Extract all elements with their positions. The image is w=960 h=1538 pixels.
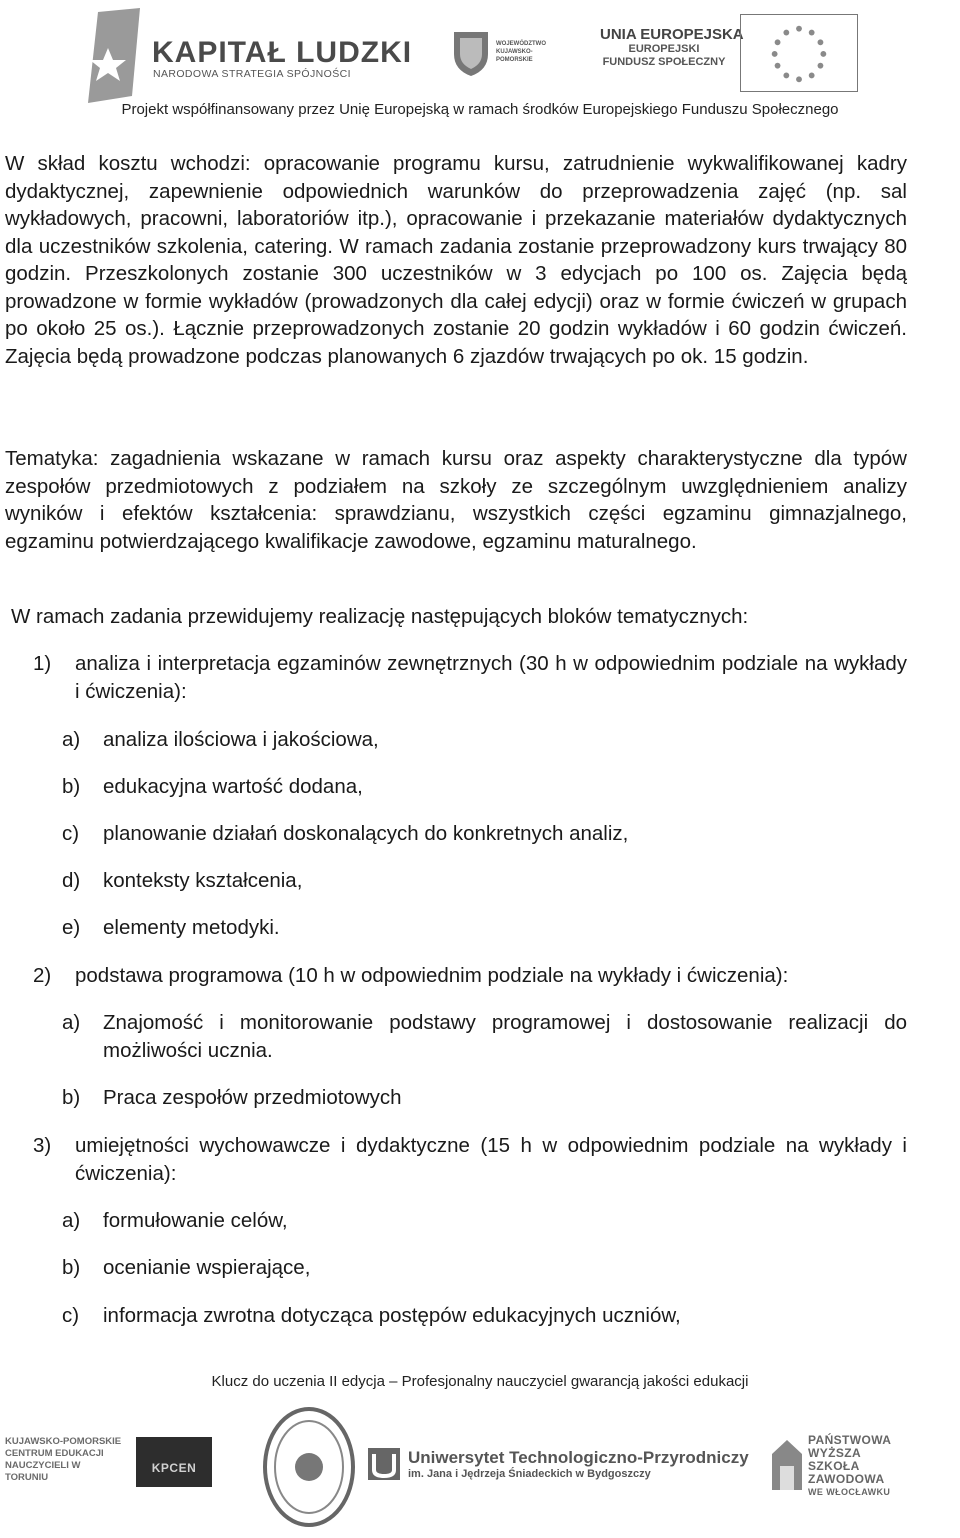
efs-line2: FUNDUSZ SPOŁECZNY xyxy=(602,56,726,68)
pwsz-line: WE WŁOCŁAWKU xyxy=(808,1487,891,1497)
pwsz-line: SZKOŁA xyxy=(808,1459,860,1473)
list-number: 1) xyxy=(33,652,52,675)
efs-line1: EUROPEJSKI xyxy=(628,43,700,55)
pwsz-logo-text xyxy=(808,1434,891,1499)
pwsz-line: WYŻSZA xyxy=(808,1446,862,1460)
sub-item-label: a) xyxy=(62,1011,81,1034)
sub-item-label: d) xyxy=(62,869,81,892)
sub-item-label: a) xyxy=(62,728,81,751)
kapital-ludzki-subtitle: NARODOWA STRATEGIA SPÓJNOŚCI xyxy=(153,68,351,80)
sub-item-label: b) xyxy=(62,775,81,798)
sub-item-text: planowanie działań doskonalących do konkretnych analiz, xyxy=(103,822,629,845)
sub-item-label: e) xyxy=(62,916,81,939)
kpcen-torun-logo-text: KUJAWSKO-POMORSKIE CENTRUM EDUKACJI NAUCZYCIELI W TORUNIU xyxy=(5,1436,122,1483)
paragraph-topics: Tematyka: zagadnienia wskazane w ramach kursu oraz aspekty charakterystyczne dla typów zespołów przedmiotowych z podziałem na szkoły ze szczególnym uwzględnieniem analizy wyników i efektów kształcenia: sprawdzianu, wszystkich części egzaminu gimnazjalnego, egzaminu potwierdzającego kwalifikacje zawodowe, egzaminu maturalnego. xyxy=(5,447,907,553)
pwsz-line: PAŃSTWOWA xyxy=(808,1433,892,1447)
sub-item-label: b) xyxy=(62,1256,81,1279)
umk-seal-icon xyxy=(262,1406,356,1528)
utp-logo-text xyxy=(408,1448,749,1480)
cofinancing-note: Projekt współfinansowany przez Unię Europejską w ramach środków Europejskiego Funduszu Społecznego xyxy=(121,101,839,118)
list-number: 3) xyxy=(33,1134,52,1157)
pwsz-logo-icon xyxy=(770,1438,804,1494)
utp-logo-icon xyxy=(366,1446,402,1482)
sub-item-label: a) xyxy=(62,1209,81,1232)
sub-item-text: elementy metodyki. xyxy=(103,916,280,939)
sub-item-text: konteksty kształcenia, xyxy=(103,869,303,892)
sub-item-text: Praca zespołów przedmiotowych xyxy=(103,1086,402,1109)
sub-item-text: analiza ilościowa i jakościowa, xyxy=(103,728,379,751)
list-item-text: podstawa programowa (10 h w odpowiednim podziale na wykłady i ćwiczenia): xyxy=(75,964,789,987)
kapital-ludzki-star-logo xyxy=(78,8,148,103)
sub-item-text: formułowanie celów, xyxy=(103,1209,288,1232)
sub-item-label: c) xyxy=(62,822,80,845)
kpcen-logo xyxy=(136,1437,212,1487)
list-item-text: analiza i interpretacja egzaminów zewnętrznych (30 h w odpowiednim podziale na wykłady i ćwiczenia): xyxy=(75,652,907,703)
sub-item-label: c) xyxy=(62,1304,80,1327)
footer-project-title: Klucz do uczenia II edycja – Profesjonalny nauczyciel gwarancją jakości edukacji xyxy=(211,1373,749,1390)
sub-item-text: ocenianie wspierające, xyxy=(103,1256,311,1279)
pwsz-line: ZAWODOWA xyxy=(808,1472,885,1486)
voivodeship-crest-icon xyxy=(450,28,492,78)
utp-subname: im. Jana i Jędrzeja Śniadeckich w Bydgoszczy xyxy=(408,1468,651,1480)
list-item-text: umiejętności wychowawcze i dydaktyczne (15 h w odpowiednim podziale na wykłady i ćwiczenia): xyxy=(75,1134,907,1185)
page-header xyxy=(0,0,960,130)
list-number: 2) xyxy=(33,964,52,987)
sub-item-label: b) xyxy=(62,1086,81,1109)
eu-flag-icon xyxy=(740,14,858,92)
eu-logo-text xyxy=(600,26,744,69)
kpcen-logo-text: KPCEN xyxy=(151,1461,197,1475)
eu-name: UNIA EUROPEJSKA xyxy=(600,26,744,43)
sub-item-text: informacja zwrotna dotycząca postępów edukacyjnych uczniów, xyxy=(103,1304,681,1327)
sub-item-text: edukacyjna wartość dodana, xyxy=(103,775,363,798)
sub-item-text: Znajomość i monitorowanie podstawy programowej i dostosowanie realizacji do możliwości ucznia. xyxy=(103,1011,907,1062)
paragraph-costs: W skład kosztu wchodzi: opracowanie programu kursu, zatrudnienie wykwalifikowanej kadry dydaktycznej, zapewnienie odpowiednich warunków do przeprowadzenia zajęć (np. sal wykładowych, pracowni, laboratoriów itp.), opracowanie i przekazanie materiałów dydaktycznych dla uczestników szkolenia, catering. W ramach zadania zostanie przeprowadzony kurs trwający 80 godzin. Przeszkolonych zostanie 300 uczestników w 3 edycjach po 100 os. Zajęcia będą prowadzone w formie wykładów (prowadzonych dla całej edycji) oraz w formie ćwiczeń w grupach po około 25 os.). Łącznie przeprowadzonych zostanie 20 godzin wykładów i 60 godzin ćwiczeń. Zajęcia będą prowadzone podczas planowanych 6 zjazdów trwających po ok. 15 godzin. xyxy=(5,152,907,368)
kapital-ludzki-title: KAPITAŁ LUDZKI xyxy=(152,36,413,69)
kujawsko-pomorskie-text: WOJEWÓDZTWO KUJAWSKO-POMORSKIE xyxy=(496,41,546,63)
utp-name: Uniwersytet Technologiczno-Przyrodniczy xyxy=(408,1448,749,1467)
paragraph-blocks-intro: W ramach zadania przewidujemy realizację następujących bloków tematycznych: xyxy=(11,605,749,628)
